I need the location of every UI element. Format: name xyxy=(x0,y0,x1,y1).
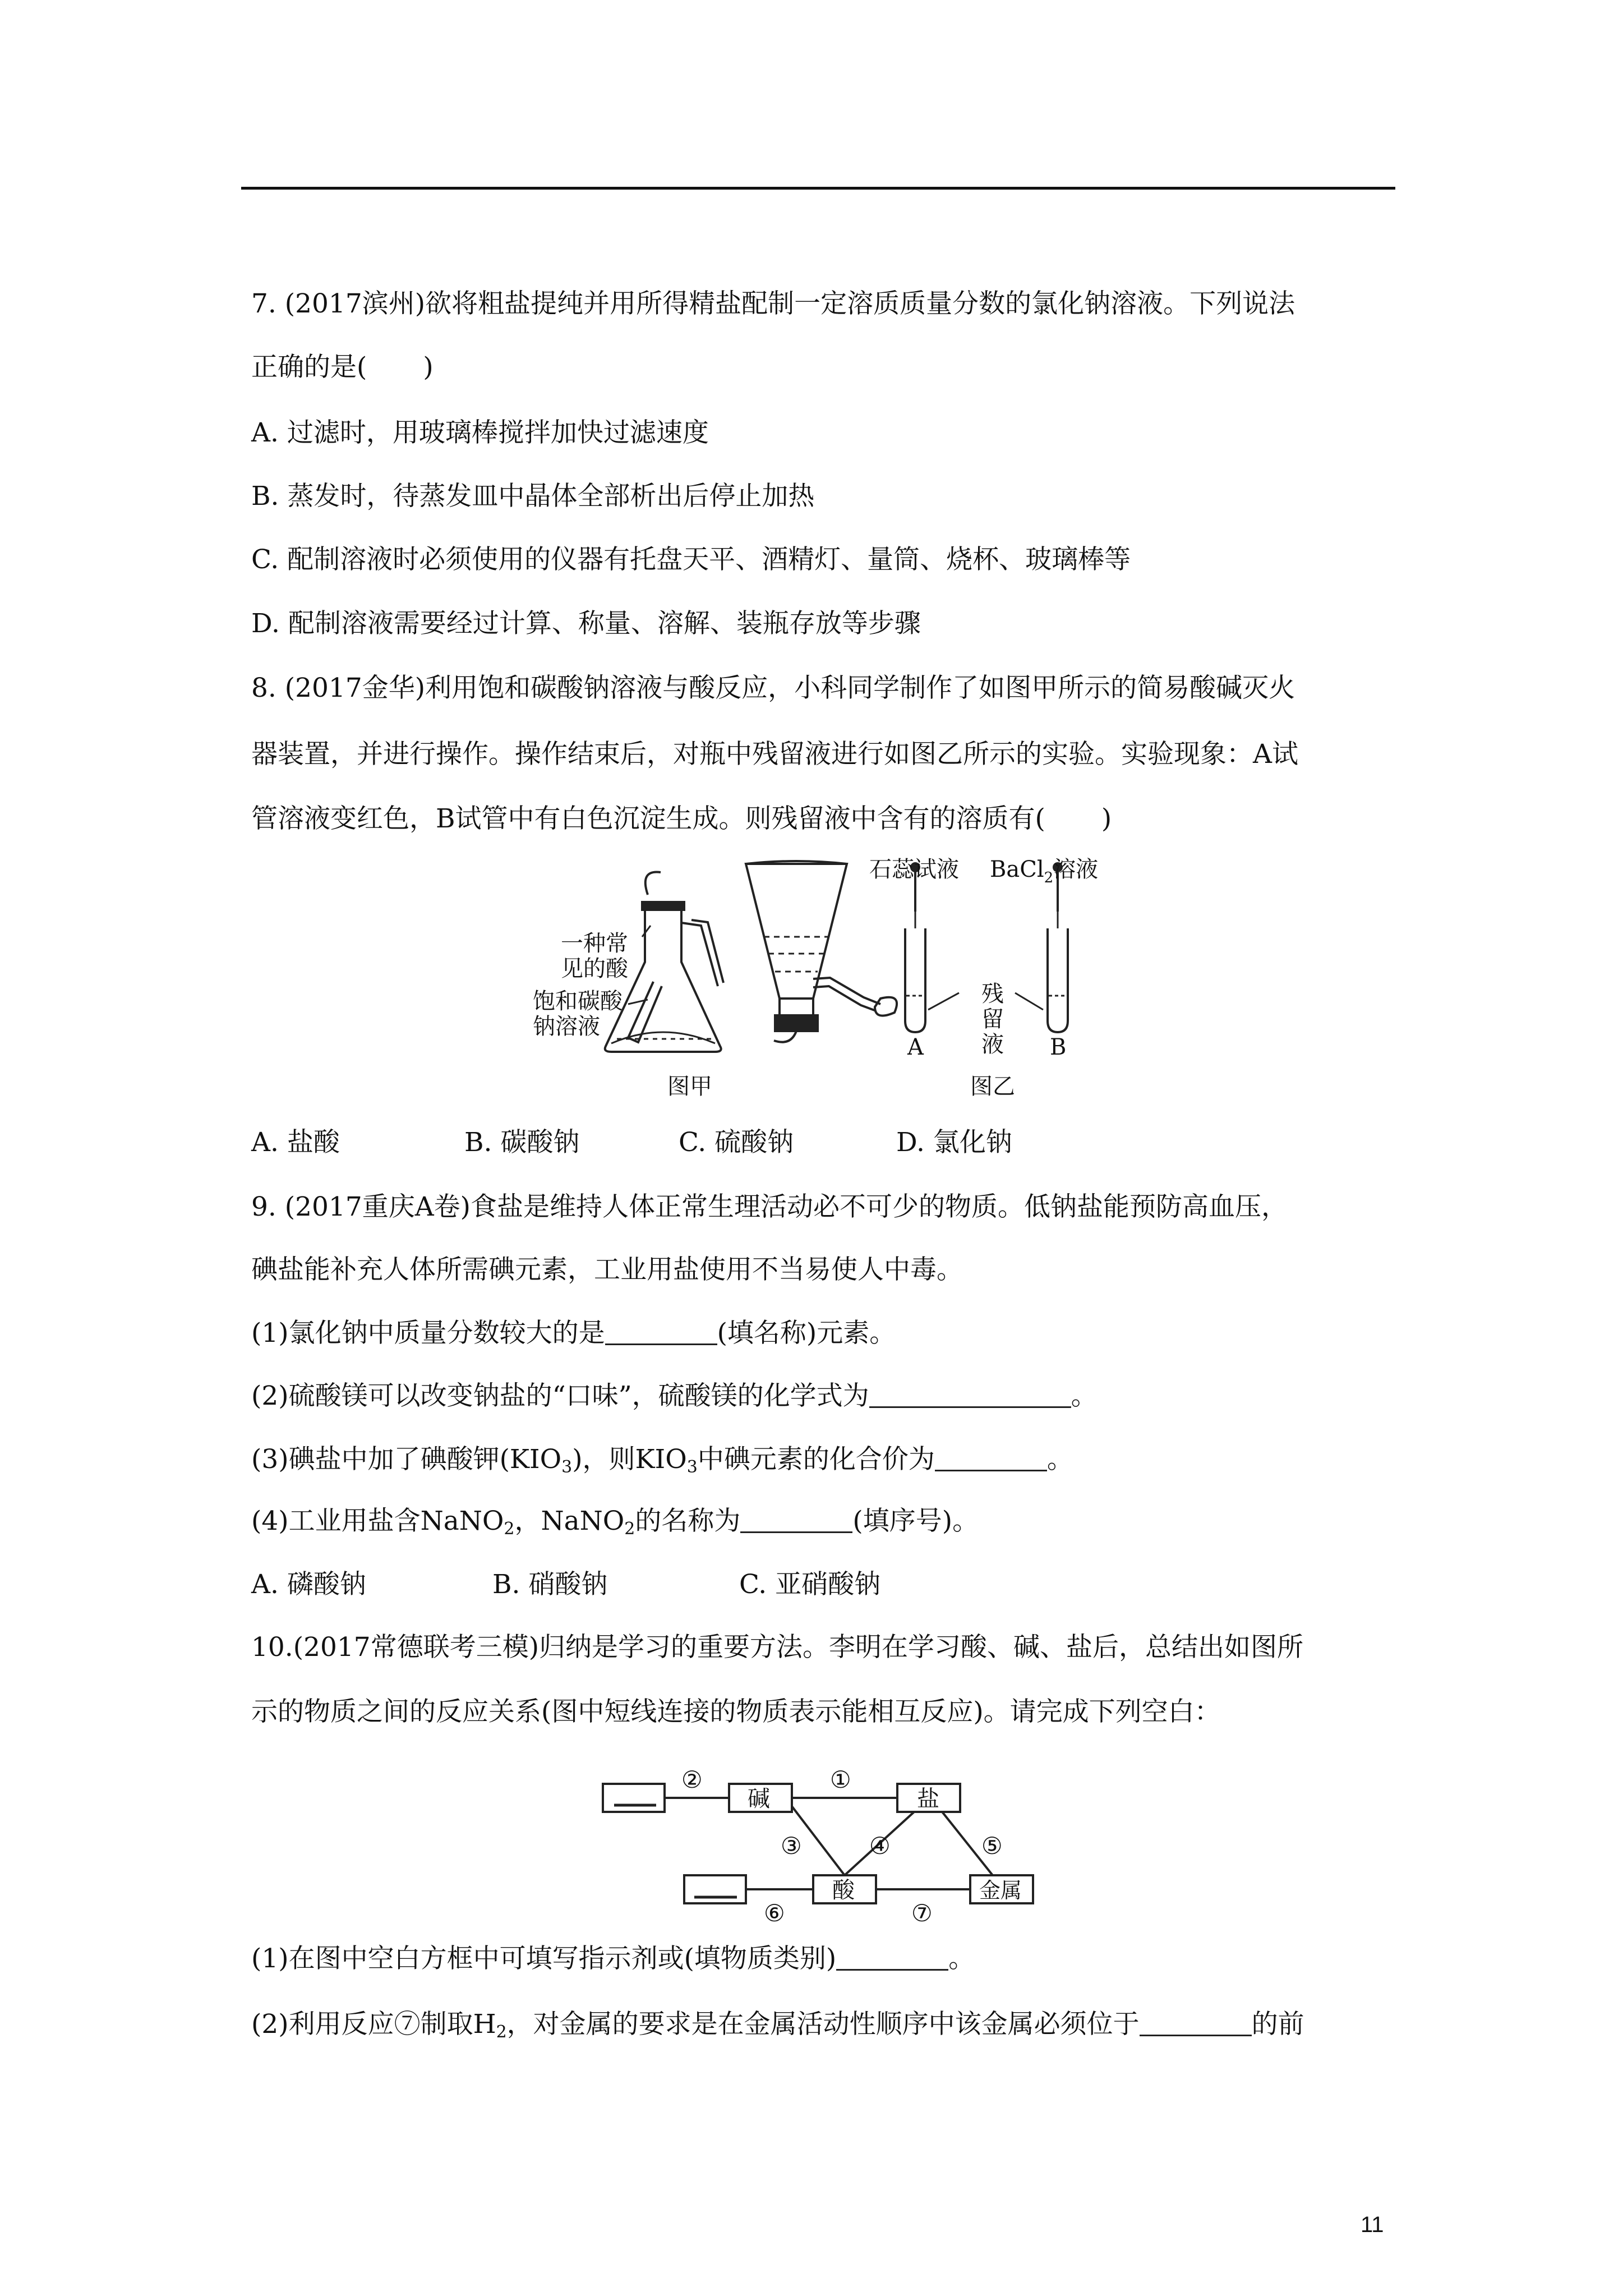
q9-sub1: (1)氯化钠中质量分数较大的是 (填名称)元素。 xyxy=(251,1318,896,1349)
tube-b-label: B xyxy=(1050,1034,1067,1060)
q7-stem-line1: 7. (2017滨州)欲将粗盐提纯并用所得精盐配制一定溶质质量分数的氯化钠溶液。下列说法 xyxy=(251,288,1295,319)
q8-option-a: A. 盐酸 xyxy=(251,1127,340,1158)
blank-box-bottom xyxy=(684,1875,746,1903)
q8-option-b: B. 碳酸钠 xyxy=(464,1127,580,1158)
blank-box-top xyxy=(603,1784,665,1812)
q9-sub2: (2)硫酸镁可以改变钠盐的“口味”，硫酸镁的化学式为 。 xyxy=(251,1381,1098,1411)
q9-option-c: C. 亚硝酸钠 xyxy=(739,1569,881,1600)
q10-sub1-blank[interactable] xyxy=(836,1947,948,1971)
q9-sub4: (4)工业用盐含NaNO$_2$，NaNO$_2$的名称为 (填序号)。 xyxy=(251,1506,979,1539)
reaction-1-label: ① xyxy=(830,1766,851,1793)
q9-sub3-blank[interactable] xyxy=(935,1447,1047,1471)
q8-stem-line2: 器装置，并进行操作。操作结束后，对瓶中残留液进行如图乙所示的实验。实验现象：A试 xyxy=(251,739,1298,770)
reaction-2-label: ② xyxy=(681,1766,703,1793)
salt-box-label: 盐 xyxy=(917,1786,939,1812)
q9-sub3: (3)碘盐中加了碘酸钾$(KIO_3)$，则$KIO_3$中碘元素的化合价为 。 xyxy=(251,1444,1073,1477)
q10-sub1: (1)在图中空白方框中可填写指示剂或(填物质类别) 。 xyxy=(251,1943,975,1974)
q10-sub2: (2)利用反应⑦制取$H_2$，对金属的要求是在金属活动性顺序中该金属必须位于 的前 xyxy=(251,2009,1304,2042)
reaction-5-label: ⑤ xyxy=(981,1832,1003,1860)
header-rule xyxy=(241,187,1395,190)
q7-stem-line2: 正确的是( ) xyxy=(251,352,434,383)
tube-a-label: A xyxy=(907,1034,924,1060)
q9-sub1-blank[interactable] xyxy=(605,1321,717,1345)
q8-stem-line1: 8. (2017金华)利用饱和碳酸钠溶液与酸反应，小科同学制作了如图甲所示的简易酸碱灭火 xyxy=(251,673,1295,703)
q9-stem-line1: 9. (2017重庆A卷)食盐是维持人体正常生理活动必不可少的物质。低钠盐能预防高血压， xyxy=(251,1191,1288,1222)
q10-stem-line2: 示的物质之间的反应关系(图中短线连接的物质表示能相互反应)。请完成下列空白： xyxy=(251,1696,1221,1727)
acid-label-line2: 见的酸 xyxy=(561,956,628,982)
q9-sub2-blank[interactable] xyxy=(869,1384,1071,1408)
reaction-4-label: ④ xyxy=(869,1832,891,1860)
na2co3-label-line1: 饱和碳酸 xyxy=(533,988,623,1014)
q8-option-c: C. 硫酸钠 xyxy=(679,1127,794,1158)
acid-box-label: 酸 xyxy=(832,1878,855,1903)
metal-box-label: 金属 xyxy=(979,1878,1022,1903)
q8-stem-line3: 管溶液变红色，B试管中有白色沉淀生成。则残留液中含有的溶质有( ) xyxy=(251,803,1112,834)
q10-sub2-blank[interactable] xyxy=(1140,2012,1252,2036)
reaction-6-label: ⑥ xyxy=(764,1899,785,1927)
q9-sub4-blank[interactable] xyxy=(740,1509,852,1533)
residue-label-1: 残 xyxy=(981,981,1004,1007)
q9-option-a: A. 磷酸钠 xyxy=(251,1569,366,1600)
base-box-label: 碱 xyxy=(748,1786,770,1812)
reagent-bacl2-label: BaCl$_2$溶液 xyxy=(990,857,1099,886)
q9-option-b: B. 硝酸钠 xyxy=(492,1569,608,1600)
q7-option-d: D. 配制溶液需要经过计算、称量、溶解、装瓶存放等步骤 xyxy=(251,608,921,639)
caption-figure-yi: 图乙 xyxy=(970,1074,1015,1099)
reagent-litmus-label: 石蕊试液 xyxy=(869,857,959,882)
caption-figure-jia: 图甲 xyxy=(667,1074,712,1099)
residue-label-3: 液 xyxy=(981,1032,1004,1057)
q8-option-d: D. 氯化钠 xyxy=(896,1127,1012,1158)
reaction-3-label: ③ xyxy=(781,1832,802,1860)
acid-label-line1: 一种常 xyxy=(561,931,628,956)
q10-stem-line1: 10.(2017常德联考三模)归纳是学习的重要方法。李明在学习酸、碱、盐后，总结出如图所 xyxy=(251,1632,1304,1663)
residue-label-2: 留 xyxy=(981,1006,1004,1032)
na2co3-label-line2: 钠溶液 xyxy=(533,1014,600,1039)
q7-option-c: C. 配制溶液时必须使用的仪器有托盘天平、酒精灯、量筒、烧杯、玻璃棒等 xyxy=(251,544,1131,575)
q9-stem-line2: 碘盐能补充人体所需碘元素，工业用盐使用不当易使人中毒。 xyxy=(251,1254,963,1285)
q10-reaction-diagram xyxy=(600,1753,1077,1927)
q8-apparatus-figure xyxy=(533,853,1122,1111)
page-number: 11 xyxy=(1361,2212,1384,2237)
q7-option-a: A. 过滤时，用玻璃棒搅拌加快过滤速度 xyxy=(251,417,709,448)
reaction-7-label: ⑦ xyxy=(911,1899,933,1927)
q7-option-b: B. 蒸发时，待蒸发皿中晶体全部析出后停止加热 xyxy=(251,481,815,512)
